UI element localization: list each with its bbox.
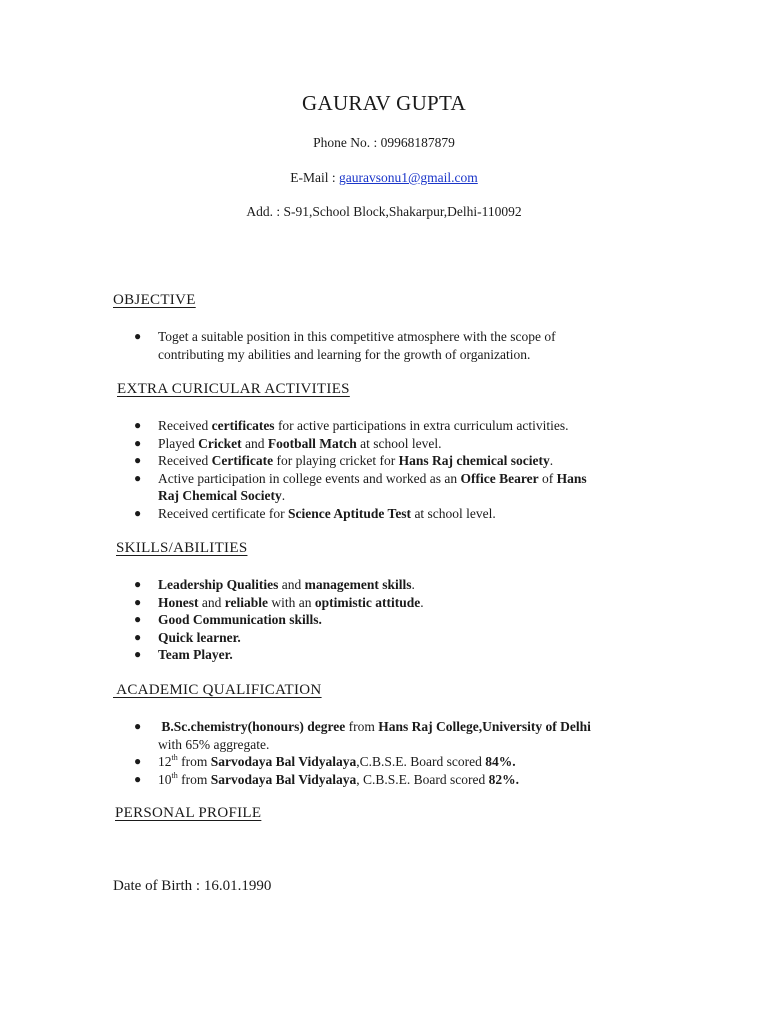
- skills-list: [134, 576, 424, 664]
- bullet-icon: ●: [134, 453, 142, 467]
- emphasis: Cricket: [198, 435, 242, 451]
- emphasis: Hans: [556, 470, 587, 486]
- emphasis: 84%.: [485, 754, 516, 769]
- list-item: [134, 611, 424, 629]
- text: and: [198, 594, 225, 610]
- emphasis: Quick learner.: [158, 629, 241, 645]
- bullet-icon: ●: [134, 435, 142, 450]
- list-item: [134, 718, 591, 753]
- emphasis: management skills: [304, 577, 412, 592]
- text: for playing cricket for: [273, 453, 399, 468]
- text: from: [177, 754, 211, 769]
- list-item: [134, 505, 587, 523]
- text: at school level.: [356, 435, 442, 451]
- academic-heading: ACADEMIC QUALIFICATION: [113, 682, 322, 698]
- activities-list: [134, 417, 587, 522]
- list-item: [134, 328, 556, 363]
- text: , C.B.S.E. Board scored: [356, 771, 489, 787]
- bullet-icon: ●: [134, 629, 142, 644]
- list-item: [134, 435, 587, 453]
- emphasis: optimistic attitude: [314, 594, 421, 610]
- text: 10: [158, 771, 172, 787]
- bullet-icon: ●: [134, 754, 142, 768]
- text: from: [177, 771, 211, 787]
- bullet-icon: ●: [134, 771, 142, 786]
- resume-name: GAURAV GUPTA: [302, 91, 466, 115]
- bullet-icon: ●: [134, 470, 142, 485]
- bullet-icon: ●: [134, 505, 142, 520]
- text: at school level.: [411, 505, 496, 521]
- dob-line: [113, 878, 271, 895]
- bullet-icon: ●: [134, 577, 142, 591]
- emphasis: 82%.: [488, 771, 520, 787]
- objective-list: [134, 328, 556, 363]
- text: from: [345, 719, 379, 734]
- emphasis: Science Aptitude Test: [288, 505, 412, 521]
- activities-heading: EXTRA CURICULAR ACTIVITIES: [117, 381, 350, 397]
- list-item: [134, 417, 587, 435]
- list-item: [134, 470, 587, 505]
- text: .: [411, 577, 415, 592]
- text: Received certificate for: [158, 505, 289, 521]
- text: with 65% aggregate.: [158, 736, 270, 752]
- bullet-icon: ●: [134, 329, 142, 343]
- objective-heading: OBJECTIVE: [113, 292, 196, 308]
- emphasis: Team Player.: [158, 647, 233, 662]
- list-item: [134, 753, 591, 771]
- emphasis: Leadership Qualities: [158, 577, 279, 592]
- text: .: [549, 453, 554, 468]
- list-item: [134, 646, 424, 664]
- personal-heading: PERSONAL PROFILE: [115, 805, 262, 821]
- address-line: [0, 204, 768, 220]
- objective-line: Toget a suitable position in this competitive atmosphere with the scope of: [158, 329, 556, 344]
- text: 12: [158, 754, 172, 769]
- list-item: [134, 576, 424, 594]
- list-item: [134, 452, 587, 470]
- emphasis: Office Bearer: [460, 470, 539, 486]
- bullet-icon: ●: [134, 647, 142, 661]
- phone-label: Phone No. :: [313, 135, 381, 150]
- bullet-icon: ●: [134, 719, 142, 733]
- phone-number: 09968187879: [380, 135, 455, 150]
- email-label: E-Mail :: [290, 170, 339, 185]
- text: with an: [268, 594, 315, 610]
- skills-heading: SKILLS/ABILITIES: [116, 540, 248, 556]
- bullet-icon: ●: [134, 594, 142, 609]
- emphasis: Honest: [158, 594, 199, 610]
- address-value: S-91,School Block,Shakarpur,Delhi-110092: [283, 204, 522, 219]
- emphasis: Sarvodaya Bal Vidyalaya: [210, 754, 357, 769]
- list-item: [134, 770, 591, 789]
- text: .: [281, 488, 286, 503]
- superscript: th: [171, 753, 178, 762]
- list-item: [134, 629, 424, 647]
- text: for active participations in extra curriculum activities.: [274, 418, 569, 433]
- text: .: [420, 594, 424, 610]
- bullet-icon: ●: [134, 612, 142, 626]
- dob-label: Date of Birth :: [113, 878, 204, 894]
- emphasis: Sarvodaya Bal Vidyalaya: [210, 771, 357, 787]
- emphasis: Raj Chemical Society: [158, 488, 282, 503]
- emphasis: Good Communication skills.: [158, 612, 322, 627]
- text: Active participation in college events and worked as an: [158, 470, 461, 486]
- emphasis: Certificate: [211, 453, 274, 468]
- text: of: [538, 470, 557, 486]
- dob-value: 16.01.1990: [203, 878, 272, 894]
- text: Played: [158, 435, 199, 451]
- email-link[interactable]: gauravsonu1@gmail.com: [338, 170, 478, 185]
- superscript: th: [171, 770, 178, 780]
- text: ,C.B.S.E. Board scored: [356, 754, 486, 769]
- objective-line: contributing my abilities and learning for the growth of organization.: [158, 346, 531, 362]
- academic-list: [134, 718, 591, 788]
- text: and: [278, 577, 305, 592]
- bullet-icon: ●: [134, 418, 142, 432]
- text: Received: [158, 418, 212, 433]
- email-line: [0, 170, 768, 186]
- text: and: [241, 435, 268, 451]
- list-item: [134, 594, 424, 612]
- emphasis: B.Sc.chemistry(honours) degree: [158, 719, 346, 734]
- emphasis: Hans Raj College,University of Delhi: [378, 719, 591, 734]
- address-label: Add. :: [246, 204, 284, 219]
- emphasis: Football Match: [267, 435, 357, 451]
- emphasis: reliable: [224, 594, 268, 610]
- text: Received: [158, 453, 212, 468]
- emphasis: certificates: [211, 418, 275, 433]
- emphasis: Hans Raj chemical society: [398, 453, 550, 468]
- phone-line: [0, 135, 768, 151]
